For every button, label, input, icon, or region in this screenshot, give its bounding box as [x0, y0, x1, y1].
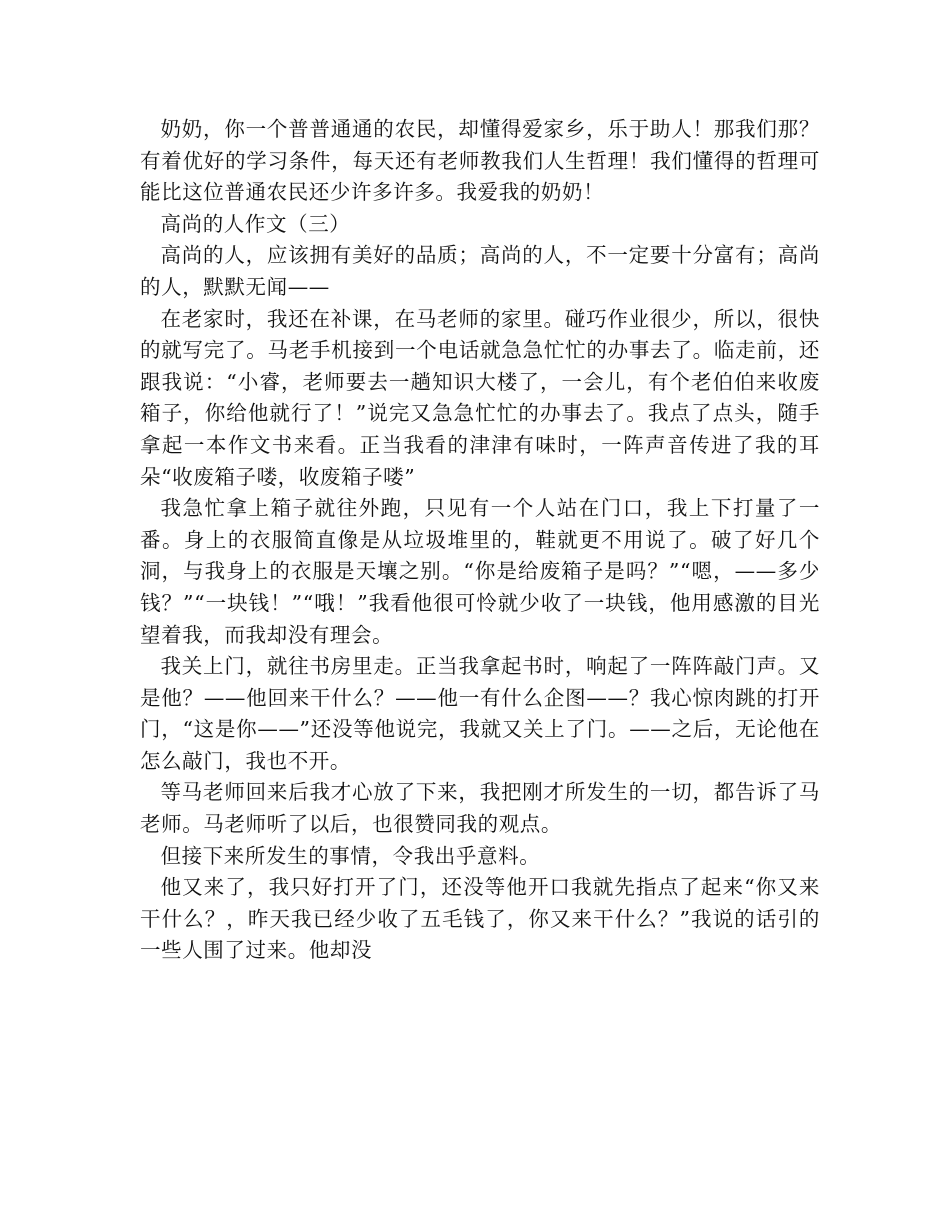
paragraph-box-collector: 我急忙拿上箱子就往外跑，只见有一个人站在门口，我上下打量了一番。身上的衣服简直像是从垃圾堆里的，鞋就更不用说了。破了好几个洞，与我身上的衣服是天壤之别。“你是给废箱子是吗？”“嗯，——多少钱？”“一块钱！”“哦！”我看他很可怜就少收了一块钱，他用感激的目光望着我，而我却没有理会。: [140, 496, 820, 647]
paragraph-he-came-again: 他又来了，我只好打开了门，还没等他开口我就先指点了起来“你又来干什么？，昨天我已经少收了五毛钱了，你又来干什么？”我说的话引的一些人围了过来。他却没: [140, 875, 820, 963]
paragraph-intro: 高尚的人，应该拥有美好的品质；高尚的人，不一定要十分富有；高尚的人，默默无闻——: [140, 243, 820, 299]
document-body: [140, 114, 820, 967]
paragraph-grandma-conclusion: 奶奶，你一个普普通通的农民，却懂得爱家乡，乐于助人！那我们那？有着优好的学习条件，每天还有老师教我们人生哲理！我们懂得的哲理可能比这位普通农民还少许多许多。我爱我的奶奶！: [140, 117, 820, 205]
paragraph-teacher-returns: 等马老师回来后我才心放了下来，我把刚才所发生的一切，都告诉了马老师。马老师听了以后，也很赞同我的观点。: [140, 780, 820, 837]
section-heading: 高尚的人作文（三）: [160, 211, 351, 236]
paragraph-hometown: 在老家时，我还在补课，在马老师的家里。碰巧作业很少，所以，很快的就写完了。马老手机接到一个电话就急急忙忙的办事去了。临走前，还跟我说：“小睿，老师要去一趟知识大楼了，一会儿，有个老伯伯来收废箱子，你给他就行了！”说完又急急忙忙的办事去了。我点了点头，随手拿起一本作文书来看。正当我看的津津有味时，一阵声音传进了我的耳朵“收废箱子喽，收废箱子喽”: [140, 306, 820, 489]
paragraph-unexpected: 但接下来所发生的事情，令我出乎意料。: [160, 843, 541, 868]
paragraph-knocking: 我关上门，就往书房里走。正当我拿起书时，响起了一阵阵敲门声。又是他？——他回来干什么？——他一有什么企图——？我心惊肉跳的打开门，“这是你——”还没等他说完，我就又关上了门。——之后，无论他在怎么敲门，我也不开。: [140, 654, 820, 773]
